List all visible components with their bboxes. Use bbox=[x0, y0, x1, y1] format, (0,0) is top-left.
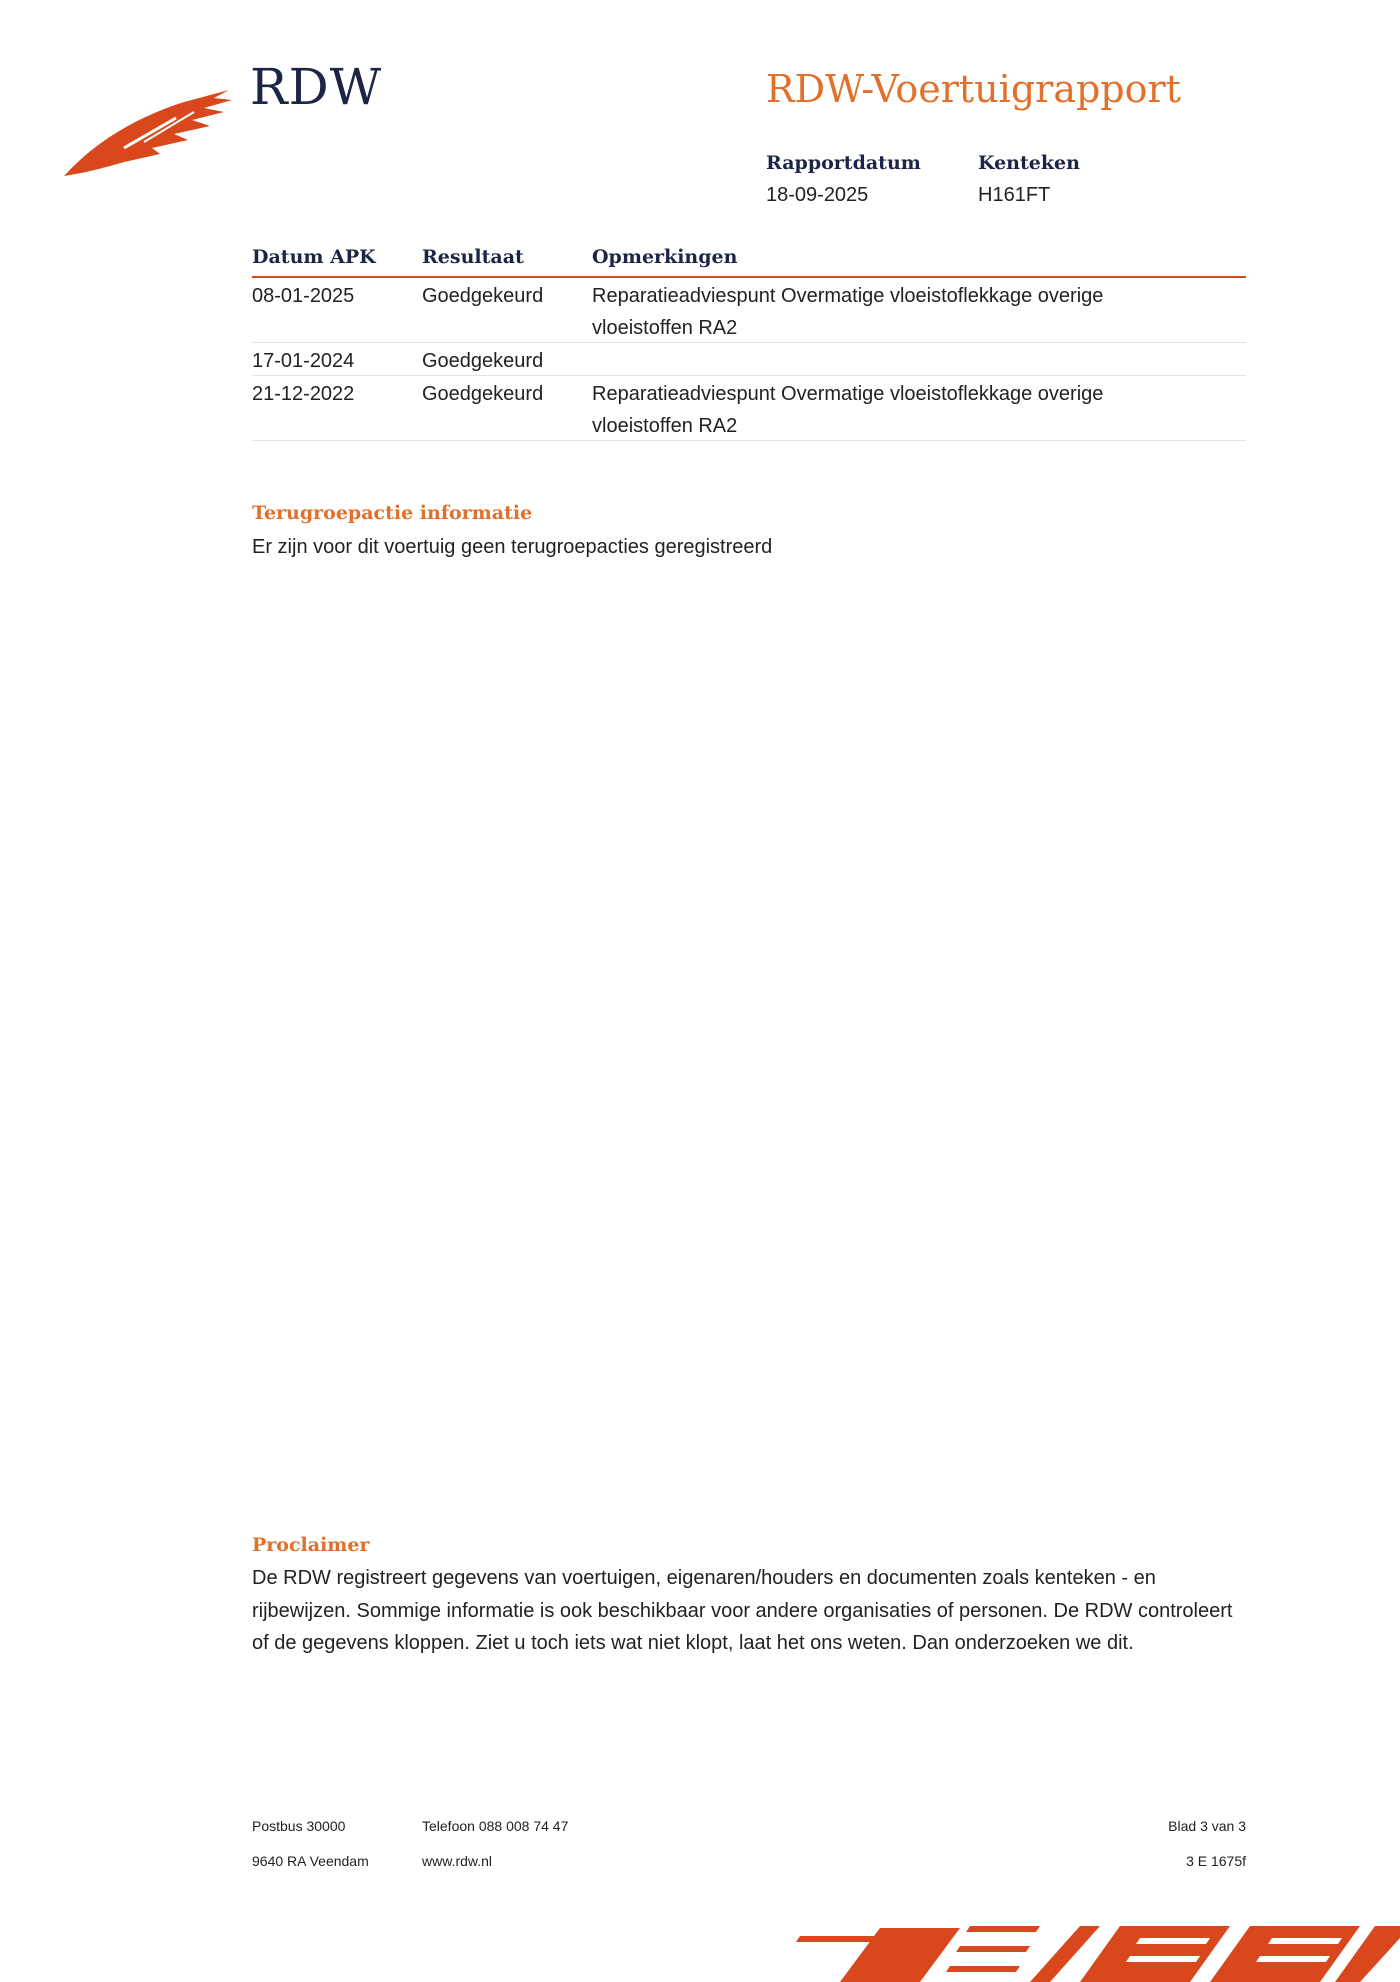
table-row bbox=[252, 278, 1246, 343]
cell-opmerkingen: Reparatieadviespunt Overmatige vloeistoflekkage overige vloeistoffen RA2 bbox=[592, 285, 1104, 339]
proclaimer-text: De RDW registreert gegevens van voertuigen, eigenaren/houders en documenten zoals kenteken - en rijbewijzen. Sommige informatie is ook beschikbaar voor andere organisaties of personen. De RDW controleert of de gegevens kloppen. Ziet u toch iets wat niet klopt, laat het ons weten. Dan onderzoeken we dit. bbox=[252, 1567, 1233, 1654]
cell-datum: 08-01-2025 bbox=[252, 285, 355, 307]
cell-resultaat: Goedgekeurd bbox=[422, 383, 544, 405]
kenteken-value: H161FT bbox=[978, 184, 1051, 206]
footer-website-link[interactable]: www.rdw.nl bbox=[422, 1853, 493, 1869]
rdw-feather-logo-icon bbox=[64, 88, 234, 180]
footer-postbus: Postbus 30000 bbox=[252, 1818, 346, 1834]
cell-datum: 21-12-2022 bbox=[252, 383, 355, 405]
footer-city: 9640 RA Veendam bbox=[252, 1853, 369, 1869]
footer-page-number: Blad 3 van 3 bbox=[1168, 1818, 1246, 1834]
rapportdatum-value: 18-09-2025 bbox=[766, 184, 869, 206]
table-row bbox=[252, 376, 1246, 441]
table-row bbox=[252, 343, 1246, 376]
footer-phone: Telefoon 088 008 74 47 bbox=[422, 1818, 569, 1834]
rapportdatum-label: Rapportdatum bbox=[766, 152, 921, 174]
apk-table bbox=[252, 246, 1246, 441]
cell-opmerkingen: Reparatieadviespunt Overmatige vloeistoflekkage overige vloeistoffen RA2 bbox=[592, 383, 1104, 437]
column-header-resultaat: Resultaat bbox=[422, 246, 524, 268]
column-header-opmerkingen: Opmerkingen bbox=[592, 246, 738, 268]
rdw-stripes-decoration-icon bbox=[790, 1908, 1400, 1982]
cell-resultaat: Goedgekeurd bbox=[422, 350, 544, 372]
logo-text: RDW bbox=[250, 58, 383, 116]
cell-datum: 17-01-2024 bbox=[252, 350, 355, 372]
footer-code: 3 E 1675f bbox=[1186, 1853, 1246, 1869]
kenteken-label: Kenteken bbox=[978, 152, 1080, 174]
column-header-datum: Datum APK bbox=[252, 246, 376, 268]
proclaimer-heading: Proclaimer bbox=[252, 1534, 370, 1556]
table-header bbox=[252, 246, 1246, 278]
document-title: RDW-Voertuigrapport bbox=[766, 67, 1181, 111]
cell-resultaat: Goedgekeurd bbox=[422, 285, 544, 307]
recall-text: Er zijn voor dit voertuig geen terugroepacties geregistreerd bbox=[252, 536, 773, 558]
recall-heading: Terugroepactie informatie bbox=[252, 502, 533, 524]
